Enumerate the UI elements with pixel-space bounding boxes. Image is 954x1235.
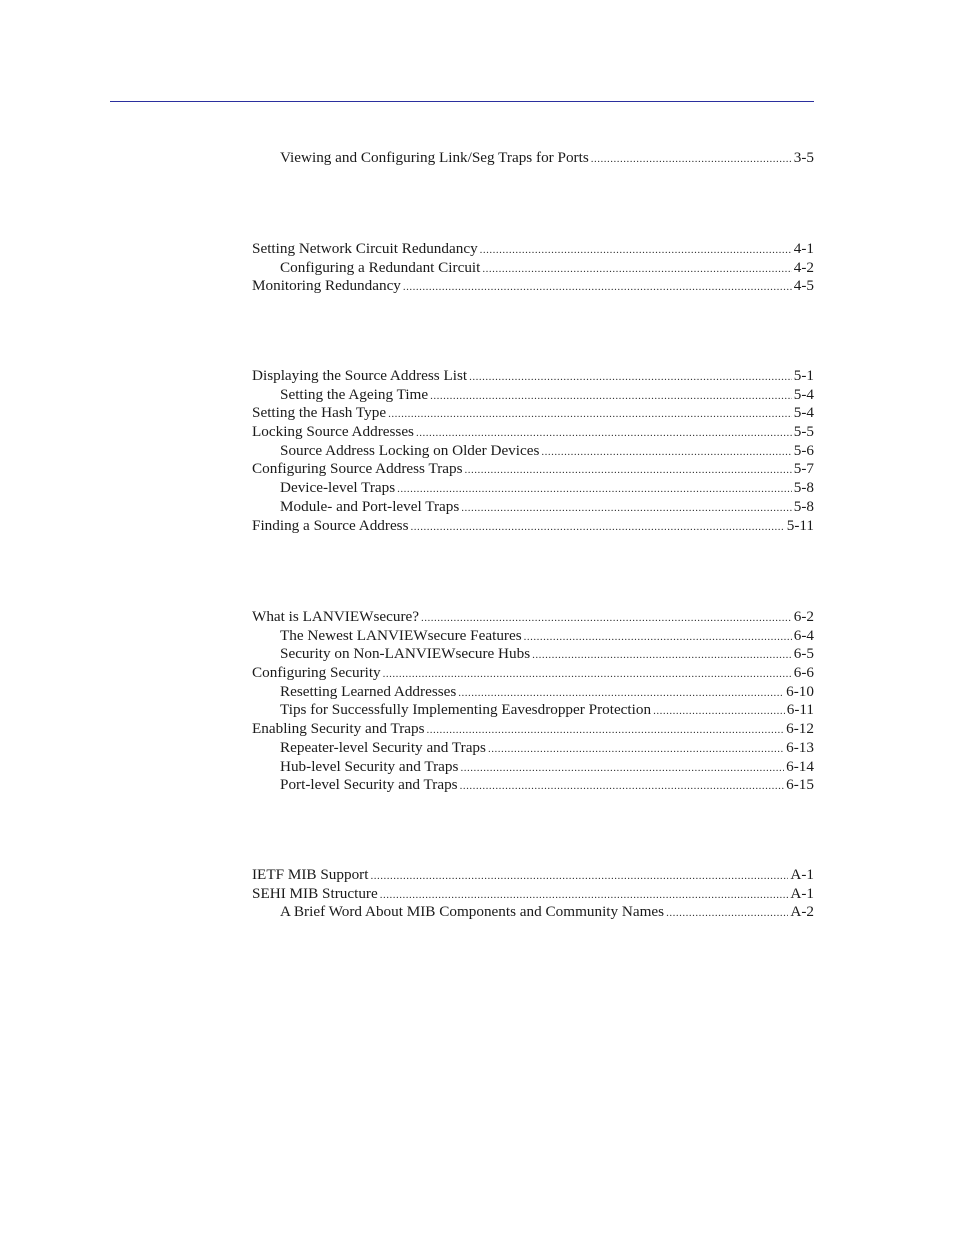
toc-entry-page: 5-4 [793, 385, 814, 403]
toc-entry[interactable] [252, 404, 814, 423]
toc-entry[interactable] [252, 386, 814, 405]
dot-leader [532, 646, 792, 665]
dot-leader [458, 684, 784, 703]
toc-entry-title: Locking Source Addresses [252, 423, 414, 441]
toc-entry[interactable] [252, 149, 814, 168]
dot-leader [666, 904, 788, 923]
toc-entry[interactable] [252, 866, 814, 885]
toc-entry[interactable] [252, 423, 814, 442]
toc-entry-page: 5-1 [793, 367, 814, 384]
dot-leader [653, 702, 785, 721]
toc-entry-title: Device-level Traps [280, 479, 396, 497]
toc-entry-title: A Brief Word About MIB Components and Community Names [280, 903, 665, 921]
dot-leader [430, 387, 792, 406]
dot-leader [541, 443, 791, 462]
toc-entry-title: Setting Network Circuit Redundancy [252, 240, 478, 257]
toc-entry[interactable] [252, 479, 814, 498]
toc-entry-title: Configuring Source Address Traps [252, 460, 463, 478]
toc-entry[interactable] [252, 776, 814, 795]
toc-entry-page: 3-5 [793, 149, 814, 166]
dot-leader [397, 480, 792, 499]
toc-entry[interactable] [252, 739, 814, 758]
toc-entry-page: 5-4 [793, 404, 814, 422]
toc-entry-title: SEHI MIB Structure [252, 884, 378, 902]
toc-entry[interactable] [252, 460, 814, 479]
toc-entry-page: 4-1 [793, 240, 814, 257]
toc-entry[interactable] [252, 498, 814, 517]
dot-leader [461, 499, 791, 518]
toc-entry-page: 6-6 [793, 664, 814, 682]
toc-entry-title: Setting the Ageing Time [280, 385, 429, 403]
toc-entry[interactable] [252, 608, 814, 627]
toc-entry-page: 6-13 [786, 738, 814, 756]
toc-entry[interactable] [252, 758, 814, 777]
toc-entry-title: The Newest LANVIEWsecure Features [280, 626, 522, 644]
toc-entry-title: Setting the Hash Type [252, 404, 387, 422]
toc-section [252, 866, 814, 922]
dot-leader [403, 278, 792, 297]
dot-leader [421, 609, 792, 628]
dot-leader [469, 368, 792, 387]
toc-entry-title: Repeater-level Security and Traps [280, 738, 486, 756]
toc-entry[interactable] [252, 627, 814, 646]
dot-leader [482, 260, 791, 279]
toc-entry[interactable] [252, 720, 814, 739]
toc-entry[interactable] [252, 683, 814, 702]
toc-entry-page: 5-11 [786, 516, 814, 534]
toc-entry-title: Configuring Security [252, 664, 381, 682]
toc-entry-title: What is LANVIEWsecure? [252, 608, 419, 625]
dot-leader [465, 461, 792, 480]
toc-entry-page: 5-7 [793, 460, 814, 478]
dot-leader [480, 241, 792, 260]
toc-entry-title: Displaying the Source Address List [252, 367, 468, 384]
toc-section [252, 149, 814, 168]
toc-entry-title: Port-level Security and Traps [280, 776, 458, 794]
toc-entry[interactable] [252, 885, 814, 904]
dot-leader [524, 628, 792, 647]
toc-entry[interactable] [252, 664, 814, 683]
toc-entry-page: 6-15 [786, 776, 814, 794]
toc-entry[interactable] [252, 517, 814, 536]
toc-entry-title: Security on Non-LANVIEWsecure Hubs [280, 645, 531, 663]
dot-leader [488, 740, 784, 759]
toc-entry-page: 5-5 [793, 423, 814, 441]
toc-section [252, 608, 814, 795]
toc-entry[interactable] [252, 903, 814, 922]
dot-leader [460, 759, 784, 778]
toc-entry[interactable] [252, 442, 814, 461]
toc-entry-title: Configuring a Redundant Circuit [280, 258, 481, 276]
toc-entry-page: 5-8 [793, 479, 814, 497]
toc-entry-title: Resetting Learned Addresses [280, 682, 457, 700]
toc-entry-title: Hub-level Security and Traps [280, 757, 459, 775]
toc-entry[interactable] [252, 367, 814, 386]
toc-section [252, 240, 814, 296]
toc-entry-page: 5-6 [793, 441, 814, 459]
toc-entry-title: Source Address Locking on Older Devices [280, 441, 540, 459]
toc-entry-title: Module- and Port-level Traps [280, 497, 460, 515]
toc-entry-page: 4-2 [793, 258, 814, 276]
toc-entry[interactable] [252, 277, 814, 296]
toc-entry-page: 6-14 [786, 757, 814, 775]
toc-entry-page: A-1 [790, 884, 814, 902]
toc-entry-title: IETF MIB Support [252, 866, 369, 883]
toc-entry-page: 5-8 [793, 497, 814, 515]
toc-entry-title: Tips for Successfully Implementing Eavesdropper Protection [280, 701, 652, 719]
dot-leader [380, 886, 789, 905]
toc-entry-title: Monitoring Redundancy [252, 277, 401, 295]
toc-entry-page: 6-10 [786, 682, 814, 700]
toc-entry[interactable] [252, 259, 814, 278]
toc-entry-title: Viewing and Configuring Link/Seg Traps for Ports [280, 149, 589, 166]
dot-leader [460, 777, 785, 796]
toc-entry-page: 6-11 [786, 701, 814, 719]
header-rule [110, 101, 814, 102]
toc-entry-page: 6-5 [793, 645, 814, 663]
dot-leader [370, 867, 788, 886]
toc-entry-page: 4-5 [793, 277, 814, 295]
toc-entry-title: Finding a Source Address [252, 516, 409, 534]
dot-leader [388, 405, 792, 424]
toc-entry-page: A-2 [790, 903, 814, 921]
toc-section [252, 367, 814, 535]
toc-entry-page: 6-12 [786, 720, 814, 738]
toc-entry-page: 6-4 [793, 626, 814, 644]
dot-leader [383, 665, 792, 684]
dot-leader [591, 150, 792, 169]
toc-entry[interactable] [252, 240, 814, 259]
toc-entry[interactable] [252, 701, 814, 720]
dot-leader [411, 518, 785, 537]
toc-entry-title: Enabling Security and Traps [252, 720, 425, 738]
toc-entry[interactable] [252, 645, 814, 664]
toc-entry-page: A-1 [790, 866, 814, 883]
dot-leader [427, 721, 785, 740]
toc-entry-page: 6-2 [793, 608, 814, 625]
dot-leader [416, 424, 792, 443]
